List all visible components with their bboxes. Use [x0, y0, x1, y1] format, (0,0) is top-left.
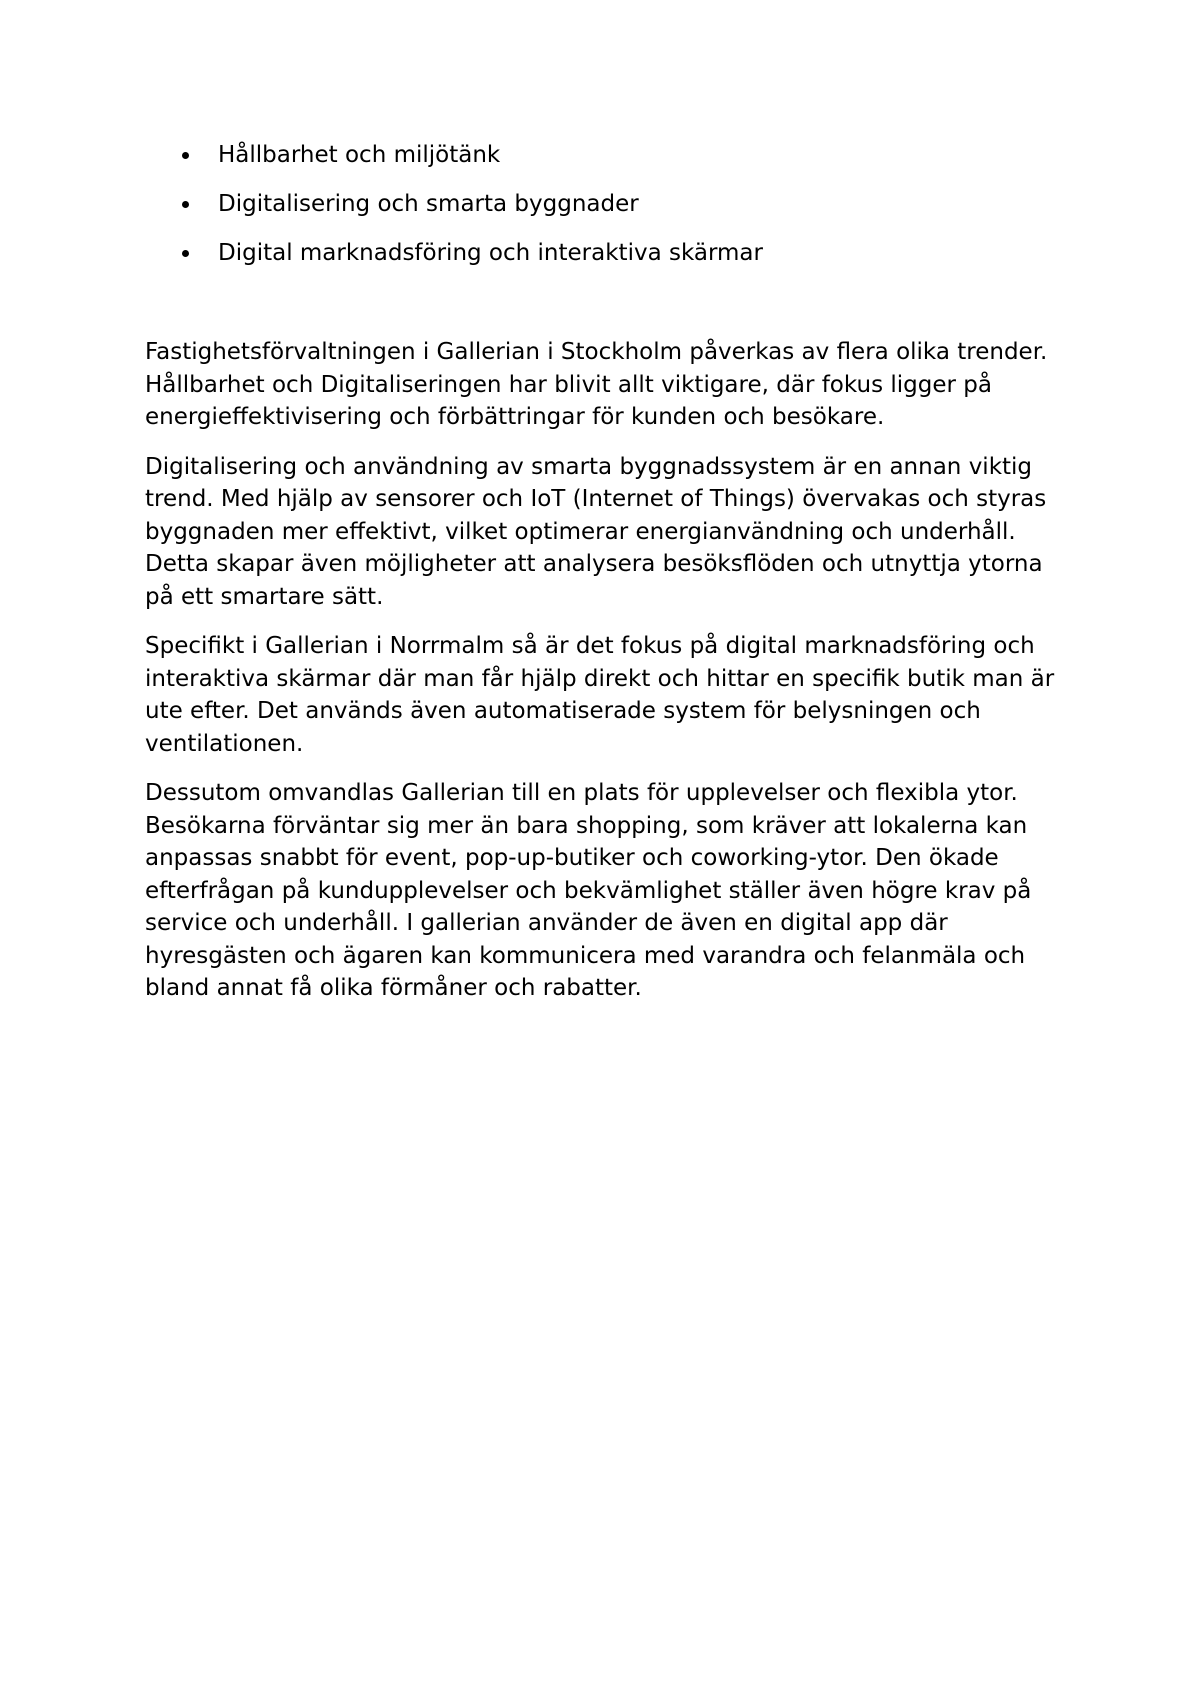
bullet-item	[182, 139, 763, 171]
bullet-item	[182, 188, 763, 220]
bullet-dot-icon	[182, 250, 189, 257]
bullet-item	[182, 237, 763, 269]
bullet-dot-icon	[182, 152, 189, 159]
paragraph-norrmalm: Specifikt i Gallerian i Norrmalm så är det fokus på digital marknadsföring och interaktiva skärmar där man får hjälp direkt och hittar en specifik butik man är ute efter. Det används även automatiserade system för belysningen och ventilationen.	[145, 633, 1055, 757]
paragraph-smart-buildings: Digitalisering och användning av smarta byggnadssystem är en annan viktig trend. Med hjälp av sensorer och IoT (Internet of Things) övervakas och styras byggnaden mer effektivt, vilket optimerar energianvändning och underhåll. Detta skapar även möjligheter att analysera besöksflöden och utnyttja ytorna på ett smartare sätt.	[145, 453, 1047, 610]
bullet-text: Hållbarhet och miljötänk	[218, 142, 501, 168]
bullet-text: Digital marknadsföring och interaktiva skärmar	[218, 240, 763, 266]
bullet-dot-icon	[182, 201, 189, 208]
bullet-text: Digitalisering och smarta byggnader	[218, 191, 639, 217]
paragraph-trends: Fastighetsförvaltningen i Gallerian i Stockholm påverkas av flera olika trender. Hållbarhet och Digitaliseringen har blivit allt viktigare, där fokus ligger på energieffektivisering och förbättringar för kunden och besökare.	[145, 339, 1048, 430]
bullet-list	[182, 139, 763, 286]
paragraph-experiences: Dessutom omvandlas Gallerian till en plats för upplevelser och flexibla ytor. Besökarna förväntar sig mer än bara shopping, som kräver att lokalerna kan anpassas snabbt för event, pop-up-butiker och coworking-ytor. Den ökade efterfrågan på kundupplevelser och bekvämlighet ställer även högre krav på service och underhåll. I gallerian använder de även en digital app där hyresgästen och ägaren kan kommunicera med varandra och felanmäla och bland annat få olika förmåner och rabatter.	[145, 780, 1032, 1001]
body-text	[145, 336, 1075, 1022]
